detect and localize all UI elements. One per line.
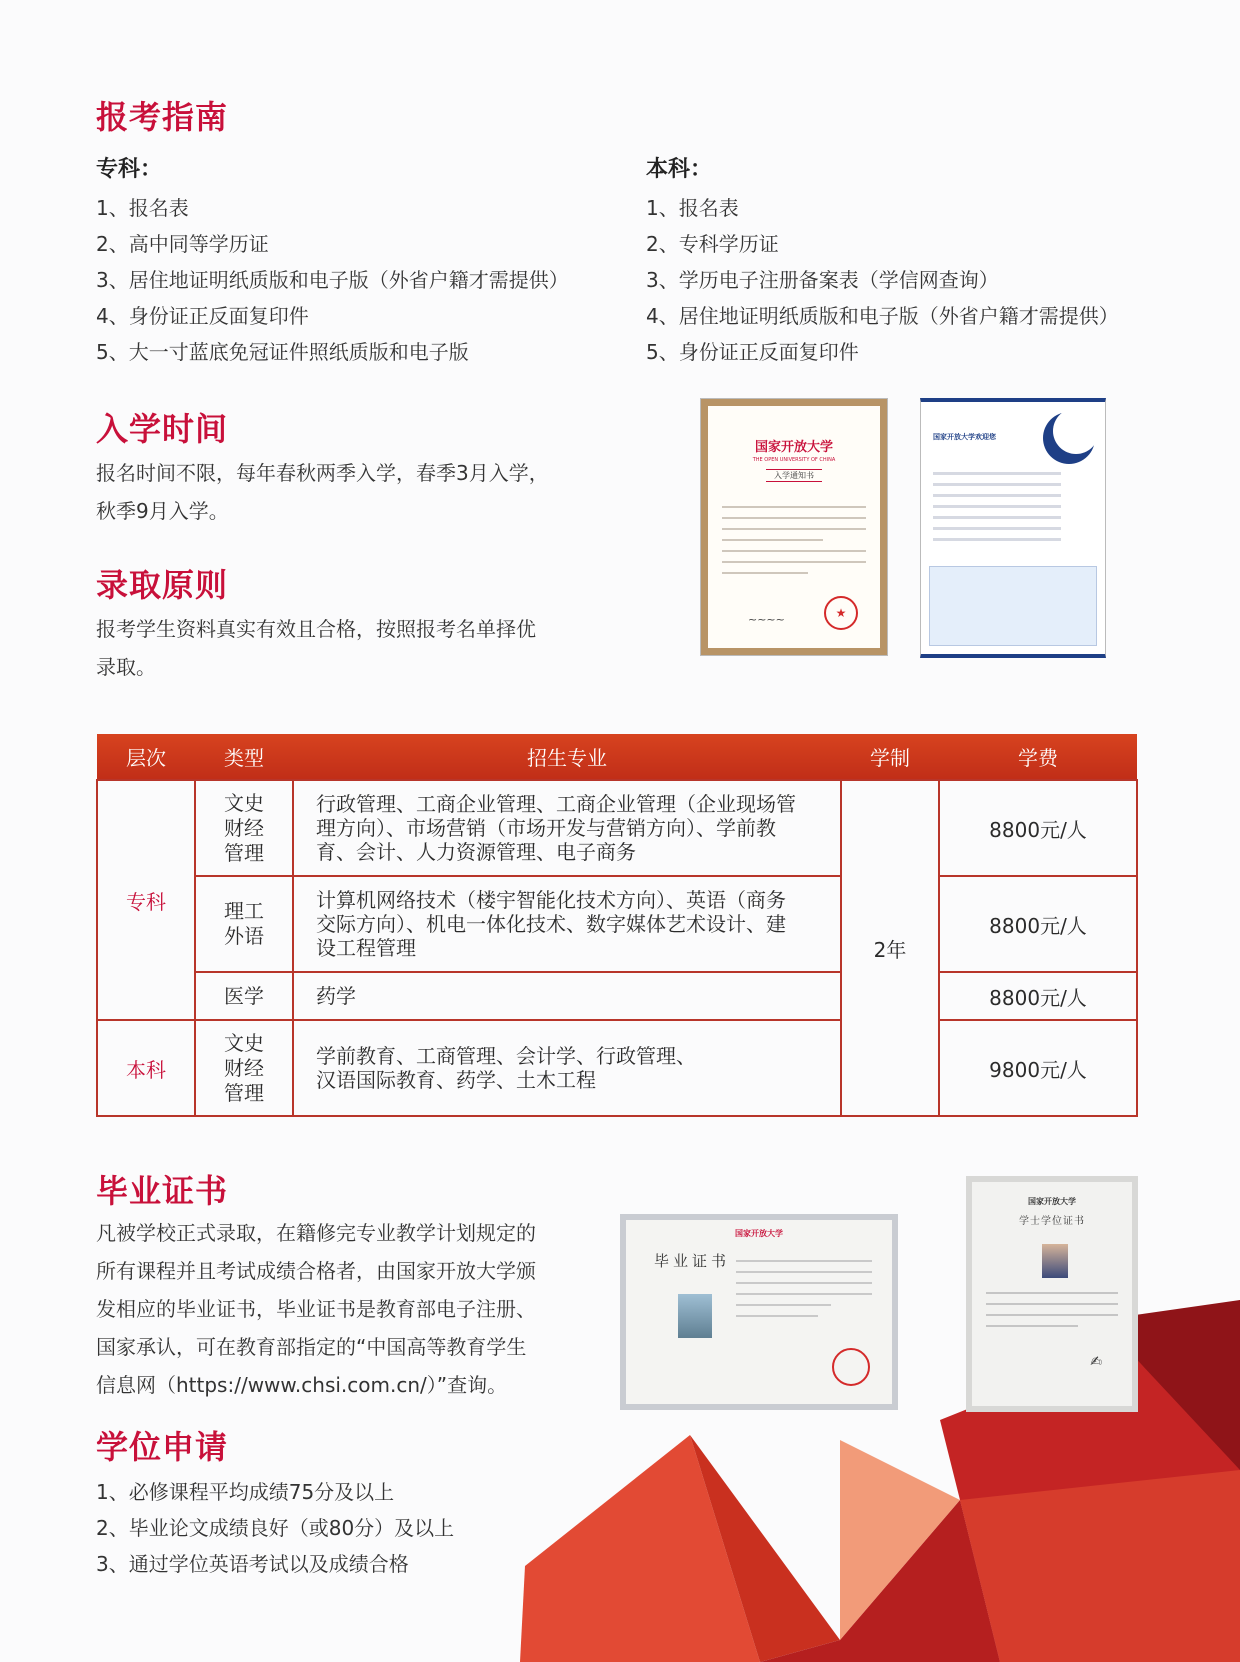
fee-cell: 8800元/人 xyxy=(939,972,1137,1020)
major-cell xyxy=(293,972,841,1020)
list-item: 1、报名表 xyxy=(96,196,189,220)
section-title-enroll-time: 入学时间 xyxy=(96,410,229,448)
list-item: 2、专科学历证 xyxy=(646,232,779,256)
type-line: 理工 xyxy=(224,899,264,923)
text-line: 报考学生资料真实有效且合格，按照报考名单择优 xyxy=(96,617,536,641)
text-line: 秋季9月入学。 xyxy=(96,499,229,523)
degree-list xyxy=(96,1474,454,1582)
text-line: 发相应的毕业证书，毕业证书是教育部电子注册、 xyxy=(96,1297,536,1321)
major-line: 计算机网络技术（楼宇智能化技术方向）、英语（商务 xyxy=(316,888,786,912)
list-item: 1、报名表 xyxy=(646,196,739,220)
type-line: 管理 xyxy=(224,1080,264,1105)
major-line: 行政管理、工商企业管理、工商企业管理（企业现场管 xyxy=(316,792,796,816)
major-cell xyxy=(293,1020,841,1116)
list-item: 5、身份证正反面复印件 xyxy=(646,340,859,364)
header-fee: 学费 xyxy=(939,734,1137,780)
section-title-degree: 学位申请 xyxy=(96,1428,229,1466)
photo-icon xyxy=(1042,1244,1068,1278)
type-cell xyxy=(195,876,293,972)
list-item: 4、身份证正反面复印件 xyxy=(96,304,309,328)
type-line: 文史 xyxy=(224,790,264,815)
major-line: 交际方向）、机电一体化技术、数字媒体艺术设计、建 xyxy=(316,912,786,936)
duration-cell: 2年 xyxy=(841,780,939,1116)
notice-text-lines xyxy=(722,506,866,583)
seal-icon: ★ xyxy=(824,596,858,630)
benke-list xyxy=(646,190,1119,370)
text-line: 凡被学校正式录取，在籍修完专业教学计划规定的 xyxy=(96,1221,536,1245)
list-item: 3、居住地证明纸质版和电子版（外省户籍才需提供） xyxy=(96,268,569,292)
type-line: 财经 xyxy=(224,815,264,840)
list-item: 3、学历电子注册备案表（学信网查询） xyxy=(646,268,999,292)
fee-cell: 8800元/人 xyxy=(939,780,1137,876)
admission-notice-image xyxy=(700,398,888,656)
type-cell xyxy=(195,972,293,1020)
major-table xyxy=(96,734,1136,1117)
fee-cell: 8800元/人 xyxy=(939,876,1137,972)
text-line: 报名时间不限，每年春秋两季入学，春季3月入学， xyxy=(96,461,549,485)
form-notes-box xyxy=(929,566,1097,646)
major-cell xyxy=(293,876,841,972)
list-item: 3、通过学位英语考试以及成绩合格 xyxy=(96,1552,409,1576)
cert-text-lines xyxy=(736,1260,872,1326)
notice-sub: 入学通知书 xyxy=(766,469,822,482)
photo-icon xyxy=(678,1294,712,1338)
moon-logo-icon xyxy=(1043,412,1095,464)
enroll-time-text xyxy=(96,454,549,530)
notice-title: 国家开放大学 xyxy=(754,440,833,455)
table-row xyxy=(97,780,1137,876)
list-item: 1、必修课程平均成绩75分及以上 xyxy=(96,1480,395,1504)
major-cell xyxy=(293,780,841,876)
major-line: 药学 xyxy=(316,984,356,1008)
grad-cert-title: 毕业证书 xyxy=(654,1252,731,1270)
table-header-row xyxy=(97,734,1137,780)
type-line: 管理 xyxy=(224,840,264,865)
zhuanke-title: 专科： xyxy=(96,157,163,182)
form-rows xyxy=(933,472,1093,549)
major-line: 理方向）、市场营销（市场开发与营销方向）、学前教 xyxy=(316,816,776,840)
fee-cell: 9800元/人 xyxy=(939,1020,1137,1116)
section-title-admission: 录取原则 xyxy=(96,566,229,604)
text-line: 国家承认，可在教育部指定的“中国高等教育学生 xyxy=(96,1335,527,1359)
list-item: 4、居住地证明纸质版和电子版（外省户籍才需提供） xyxy=(646,304,1119,328)
section-title-graduation: 毕业证书 xyxy=(96,1172,229,1210)
table-row xyxy=(97,876,1137,972)
type-line: 外语 xyxy=(224,924,264,948)
level-cell: 本科 xyxy=(97,1020,195,1116)
signature-icon: ✍ xyxy=(1090,1354,1102,1370)
welcome-form-image xyxy=(920,398,1106,658)
degree-cert-header: 国家开放大学 xyxy=(1028,1197,1076,1206)
benke-title: 本科： xyxy=(646,157,713,182)
text-line: 所有课程并且考试成绩合格者，由国家开放大学颁 xyxy=(96,1259,536,1283)
signature-icon: ~~~~ xyxy=(748,613,785,626)
header-type: 类型 xyxy=(195,734,293,780)
level-cell: 专科 xyxy=(97,780,195,1020)
graduation-certificate-image xyxy=(620,1214,898,1410)
list-item: 2、高中同等学历证 xyxy=(96,232,269,256)
type-cell xyxy=(195,1020,293,1116)
major-line: 汉语国际教育、药学、土木工程 xyxy=(316,1068,596,1092)
type-line: 文史 xyxy=(224,1030,264,1055)
degree-certificate-image xyxy=(966,1176,1138,1412)
type-line: 财经 xyxy=(224,1055,264,1080)
header-level: 层次 xyxy=(97,734,195,780)
cert-text-lines xyxy=(986,1292,1118,1336)
degree-cert-title: 学士学位证书 xyxy=(1019,1216,1085,1227)
welcome-title: 国家开放大学欢迎您 xyxy=(933,433,996,441)
header-major: 招生专业 xyxy=(293,734,841,780)
type-line: 医学 xyxy=(224,983,264,1008)
notice-en: THE OPEN UNIVERSITY OF CHINA xyxy=(752,457,836,463)
section-title-guide: 报考指南 xyxy=(96,98,229,136)
type-cell xyxy=(195,780,293,876)
admission-text xyxy=(96,610,536,686)
list-item: 2、毕业论文成绩良好（或80分）及以上 xyxy=(96,1516,455,1540)
header-duration: 学制 xyxy=(841,734,939,780)
text-line: 信息网（https://www.chsi.com.cn/）”查询。 xyxy=(96,1373,508,1397)
seal-icon xyxy=(832,1348,870,1386)
zhuanke-list xyxy=(96,190,569,370)
table-row xyxy=(97,1020,1137,1116)
text-line: 录取。 xyxy=(96,655,156,679)
graduation-text xyxy=(96,1214,536,1404)
major-line: 设工程管理 xyxy=(316,936,416,960)
table-row xyxy=(97,972,1137,1020)
grad-cert-header: 国家开放大学 xyxy=(735,1229,783,1238)
major-line: 学前教育、工商管理、会计学、行政管理、 xyxy=(316,1044,696,1068)
list-item: 5、大一寸蓝底免冠证件照纸质版和电子版 xyxy=(96,340,469,364)
major-line: 育、会计、人力资源管理、电子商务 xyxy=(316,840,636,864)
